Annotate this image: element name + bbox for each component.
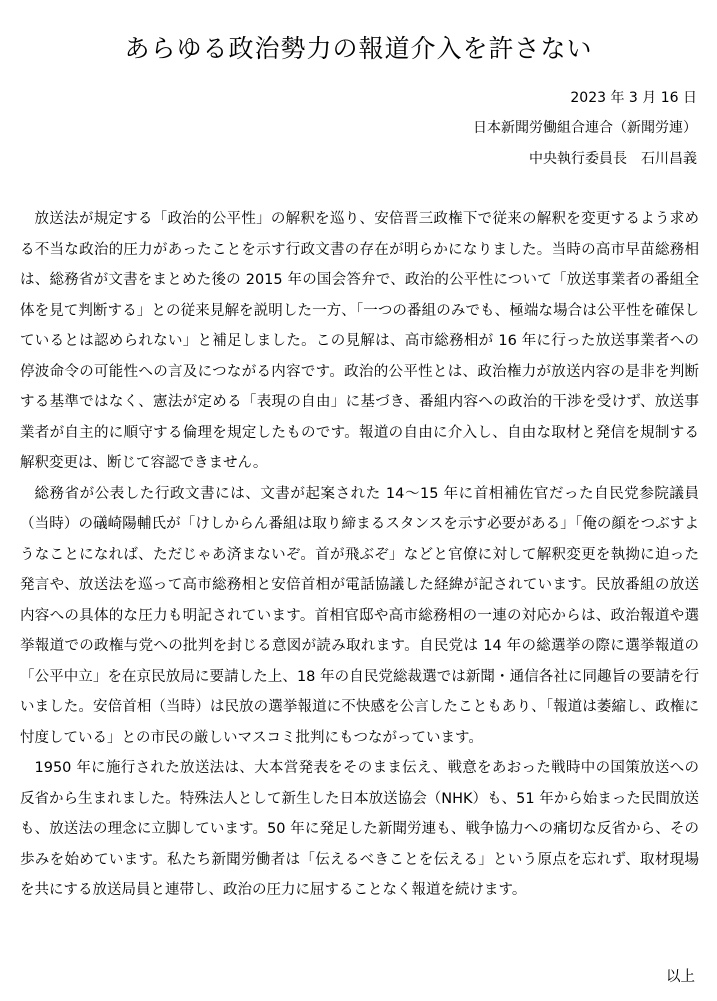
signatory: 中央執行委員長 石川昌義 <box>529 151 697 167</box>
paragraph: 1950 年に施行された放送法は、大本営発表をそのまま伝え、戦意をあおった戦時中の国策放送への反省から生まれました。特殊法人として新生した日本放送協会（NHK）も、51 年から始まった民間放送も、放送法の理念に立脚しています。50 年に発足した新聞労連も、戦争協力への痛切な反省から、その歩みを始めています。私たち新聞労働者は「伝えるべきことを伝える」という原点を忘れず、取材現場を共にする放送局員と連帯し、政治の圧力に屈することなく報道を続けます。 <box>20 760 699 898</box>
document-date: 2023 年 3 月 16 日 <box>570 90 697 106</box>
closing-mark: 以上 <box>666 969 695 985</box>
statement-body <box>20 204 699 906</box>
document-title: あらゆる政治勢力の報道介入を許さない <box>124 34 593 63</box>
organization-name: 日本新聞労働組合連合（新聞労連） <box>473 120 697 136</box>
paragraph: 総務省が公表した行政文書には、文書が起案された 14～15 年に首相補佐官だった自民党参院議員（当時）の礒崎陽輔氏が「けしからん番組は取り締まるスタンスを示す必要がある」「俺の顔をつぶすようなことになれば、ただじゃあ済まないぞ。首が飛ぶぞ」などと官僚に対して解釈変更を執拗に迫った発言や、放送法を巡って高市総務相と安倍首相が電話協議した経緯が記されています。民放番組の放送内容への具体的な圧力も明記されています。首相官邸や高市総務相の一連の対応からは、政治報道や選挙報道での政権与党への批判を封じる意図が読み取れます。自民党は 14 年の総選挙の際に選挙報道の「公平中立」を在京民放局に要請した上、18 年の自民党総裁選では新聞・通信各社に同趣旨の要請を行いました。安倍首相（当時）は民放の選挙報道に不快感を公言したこともあり、「報道は萎縮し、政権に忖度している」との市民の厳しいマスコミ批判にもつながっています。 <box>20 485 699 746</box>
paragraph: 放送法が規定する「政治的公平性」の解釈を巡り、安倍晋三政権下で従来の解釈を変更するよう求める不当な政治的圧力があったことを示す行政文書の存在が明らかになりました。当時の高市早苗総務相は、総務省が文書をまとめた後の 2015 年の国会答弁で、政治的公平性について「放送事業者の番組全体を見て判断する」との従来見解を説明した一方、「一つの番組のみでも、極端な場合は公平性を確保しているとは認められない」と補足しました。この見解は、高市総務相が 16 年に行った放送事業者への停波命令の可能性への言及につながる内容です。政治的公平性とは、政治権力が放送内容の是非を判断する基準ではなく、憲法が定める「表現の自由」に基づき、番組内容への政治的干渉を受けず、放送事業者が自主的に順守する倫理を規定したものです。報道の自由に介入し、自由な取材と発信を規制する解釈変更は、断じて容認できません。 <box>20 211 699 471</box>
